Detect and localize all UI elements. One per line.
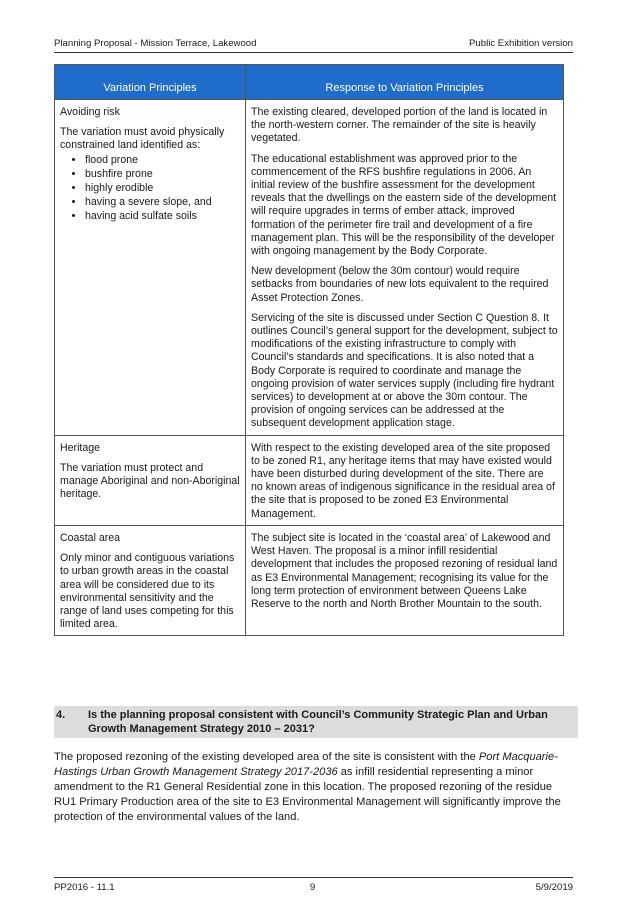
footer-date: 5/9/2019 <box>535 882 573 893</box>
section-number: 4. <box>56 709 66 721</box>
variation-principles-table <box>54 64 564 636</box>
response-paragraph: Servicing of the site is discussed under Section C Question 8. It outlines Council’s general support for the development, subject to modifications of the existing infrastructure to comply with Council’s standards and specifications. It is also noted that a Body Corporate is required to coordinate and manage the ongoing provision of water services supply (including fire hydrant services) to development at or above the 30m contour. The provision of ongoing services can be addressed at the subsequent development application stage. <box>251 311 558 430</box>
header-divider <box>54 52 573 53</box>
response-cell <box>246 525 564 635</box>
body-text-end: as infill residential representing a minor amendment to the R1 General Residential zone in this location. The proposed rezoning of the residue RU1 Primary Production area of the site to E3 Environmental Management will significantly improve the protection of the environmental values of the land. <box>54 766 561 823</box>
response-cell <box>246 100 564 436</box>
response-cell <box>246 435 564 525</box>
list-item: • having a severe slope, and <box>85 196 240 209</box>
table-row-heritage <box>55 435 564 525</box>
list-item: • highly erodible <box>85 182 240 195</box>
section-heading <box>54 706 578 738</box>
row-title: Heritage <box>60 441 101 454</box>
list-item: • flood prone <box>85 154 240 167</box>
page-number: 9 <box>309 882 316 893</box>
principle-text: The variation must protect and manage Aboriginal and non-Aboriginal heritage. <box>60 461 240 501</box>
principle-text: Only minor and contiguous variations to urban growth areas in the coastal area will be considered due to its environmental sensitivity and the range of land uses competing for this limited area. <box>60 552 235 631</box>
constraint-list <box>60 154 240 224</box>
body-text-start: The proposed rezoning of the existing developed area of the site is consistent with the <box>54 751 479 763</box>
response-paragraph: The educational establishment was approved prior to the commencement of the RFS bushfire regulations in 2006. An initial review of the bushfire assessment for the development reveals that the dwellings on the eastern side of the development will require upgrades in terms of ember attack, improved formation of the perimeter fire trail and development of a fire management plan. This will be the responsibility of the developer with ongoing management by the Body Corporate. <box>251 152 557 258</box>
principle-text: The variation must avoid physically constrained land identified as: <box>60 126 225 152</box>
table-row-coastal-area <box>55 525 564 635</box>
col-header-response: Response to Variation Principles <box>246 65 564 100</box>
col-header-principles: Variation Principles <box>55 65 246 100</box>
header-document-title: Planning Proposal - Mission Terrace, Lakewood <box>54 38 257 49</box>
response-paragraph: The existing cleared, developed portion of the land is located in the north-western corner. The remainder of the site is heavily vegetated. <box>251 106 548 145</box>
list-item: • having acid sulfate soils <box>85 210 240 223</box>
footer-reference: PP2016 - 11.1 <box>54 882 115 893</box>
row-title: Coastal area <box>60 531 121 544</box>
principle-cell <box>55 435 246 525</box>
strategy-title: Port Macquarie-Hastings Urban Growth Management Strategy 2017-2036 <box>54 751 558 778</box>
body-paragraph <box>54 750 574 825</box>
header-version: Public Exhibition version <box>469 38 573 49</box>
row-title: Avoiding risk <box>60 106 120 118</box>
section-title: Is the planning proposal consistent with Council’s Community Strategic Plan and Urban Growth Management Strategy 2010 – 2031? <box>88 709 548 735</box>
principle-cell <box>55 525 246 635</box>
table-row-avoiding-risk <box>55 100 564 436</box>
list-item: • bushfire prone <box>85 168 240 181</box>
table-header-row <box>55 65 564 100</box>
footer-divider <box>54 877 573 878</box>
response-paragraph: New development (below the 30m contour) would require setbacks from boundaries of new lots equivalent to the required Asset Protection Zones. <box>251 265 549 304</box>
response-paragraph: With respect to the existing developed area of the site proposed to be zoned R1, any heritage items that may have existed would have been disturbed during development of the site. There are no known areas of indigenous significance in the residual area of the site that is proposed to be zoned E3 Environmental Management. <box>251 441 555 520</box>
response-paragraph: The subject site is located in the ‘coastal area’ of Lakewood and West Haven. The proposal is a minor infill residential development that includes the proposed rezoning of residual land as E3 Environmental Management; recognising its value for the long term protection of environment between Queens Lake Reserve to the north and North Brother Mountain to the south. <box>251 531 558 610</box>
principle-cell <box>55 100 246 436</box>
